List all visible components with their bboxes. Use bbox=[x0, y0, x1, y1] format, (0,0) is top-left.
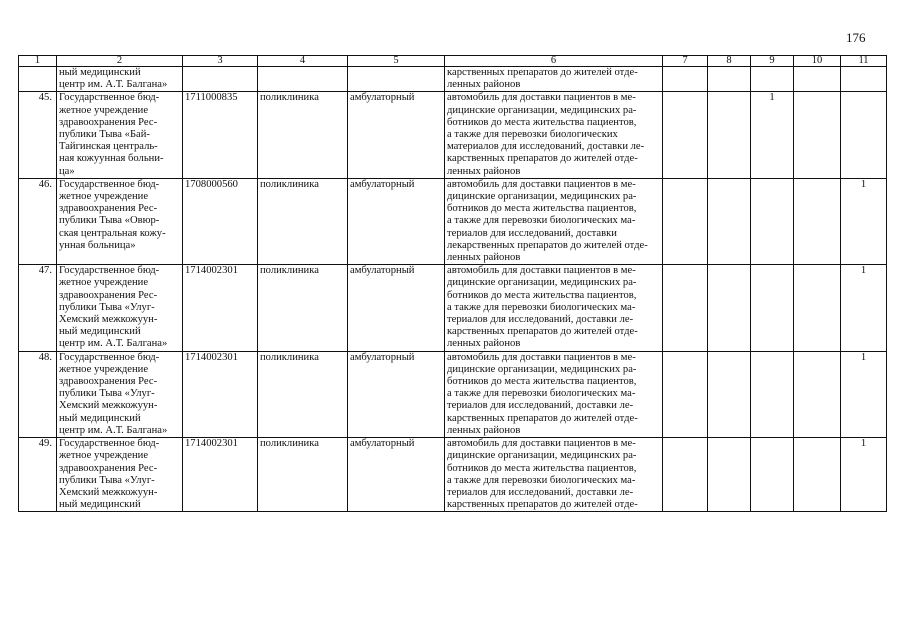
inn-code: 1714002301 bbox=[183, 351, 258, 437]
table-row bbox=[19, 265, 887, 351]
count-col-8 bbox=[708, 67, 751, 92]
count-col-7 bbox=[663, 351, 708, 437]
count-col-9: 1 bbox=[751, 92, 794, 178]
column-header: 4 bbox=[258, 56, 348, 67]
column-header: 5 bbox=[348, 56, 445, 67]
count-col-8 bbox=[708, 438, 751, 512]
column-header: 9 bbox=[751, 56, 794, 67]
vehicle-purpose: автомобиль для доставки пациентов в ме- дицинские организации, медицинских ра- ботников до места жительства пациентов, а также для перевозки биологических ма- териалов для исследований, доставки ле- карственных препаратов до жителей отде- ленных районов bbox=[445, 265, 663, 351]
count-col-10 bbox=[794, 351, 841, 437]
care-mode: амбулаторный bbox=[348, 351, 445, 437]
table-row bbox=[19, 67, 887, 92]
count-col-10 bbox=[794, 438, 841, 512]
institution-name: Государственное бюд- жетное учреждение здравоохранения Рес- публики Тыва «Бай- Тайгинская централь- ная кожуунная больни- ца» bbox=[57, 92, 183, 178]
unit-type: поликлиника bbox=[258, 92, 348, 178]
column-header: 11 bbox=[841, 56, 887, 67]
table-row bbox=[19, 178, 887, 264]
count-col-11 bbox=[841, 67, 887, 92]
row-number: 49. bbox=[19, 438, 57, 512]
inn-code bbox=[183, 67, 258, 92]
count-col-7 bbox=[663, 178, 708, 264]
header-row bbox=[19, 56, 887, 67]
count-col-11: 1 bbox=[841, 351, 887, 437]
row-number: 48. bbox=[19, 351, 57, 437]
institution-name: Государственное бюд- жетное учреждение здравоохранения Рес- публики Тыва «Улуг- Хемский межкожуун- ный медицинский центр им. А.Т. Балгана» bbox=[57, 351, 183, 437]
care-mode: амбулаторный bbox=[348, 178, 445, 264]
row-number bbox=[19, 67, 57, 92]
unit-type: поликлиника bbox=[258, 351, 348, 437]
vehicle-purpose: карственных препаратов до жителей отде- ленных районов bbox=[445, 67, 663, 92]
count-col-8 bbox=[708, 178, 751, 264]
unit-type: поликлиника bbox=[258, 438, 348, 512]
count-col-11: 1 bbox=[841, 178, 887, 264]
count-col-11: 1 bbox=[841, 438, 887, 512]
count-col-9 bbox=[751, 438, 794, 512]
count-col-7 bbox=[663, 265, 708, 351]
count-col-8 bbox=[708, 92, 751, 178]
count-col-10 bbox=[794, 67, 841, 92]
count-col-11 bbox=[841, 92, 887, 178]
count-col-7 bbox=[663, 92, 708, 178]
institution-name: ный медицинский центр им. А.Т. Балгана» bbox=[57, 67, 183, 92]
inn-code: 1714002301 bbox=[183, 265, 258, 351]
inn-code: 1711000835 bbox=[183, 92, 258, 178]
column-header: 8 bbox=[708, 56, 751, 67]
institution-name: Государственное бюд- жетное учреждение здравоохранения Рес- публики Тыва «Улуг- Хемский межкожуун- ный медицинский центр им. А.Т. Балгана» bbox=[57, 265, 183, 351]
table-row bbox=[19, 438, 887, 512]
column-header: 10 bbox=[794, 56, 841, 67]
count-col-7 bbox=[663, 438, 708, 512]
count-col-8 bbox=[708, 351, 751, 437]
vehicle-purpose: автомобиль для доставки пациентов в ме- дицинские организации, медицинских ра- ботников до места жительства пациентов, а также для перевозки биологических ма- териалов для исследований, доставки лекарственных препаратов до жителей отде- ленных районов bbox=[445, 178, 663, 264]
count-col-8 bbox=[708, 265, 751, 351]
vehicle-purpose: автомобиль для доставки пациентов в ме- дицинские организации, медицинских ра- ботников до места жительства пациентов, а также для перевозки биологических материалов для исследований, доставки ле- карственных препаратов до жителей отде- ленных районов bbox=[445, 92, 663, 178]
care-mode: амбулаторный bbox=[348, 438, 445, 512]
column-header: 7 bbox=[663, 56, 708, 67]
column-header: 3 bbox=[183, 56, 258, 67]
care-mode bbox=[348, 67, 445, 92]
count-col-10 bbox=[794, 265, 841, 351]
vehicle-purpose: автомобиль для доставки пациентов в ме- дицинские организации, медицинских ра- ботников до места жительства пациентов, а также для перевозки биологических ма- териалов для исследований, доставки ле- карственных препаратов до жителей отде- ленных районов bbox=[445, 351, 663, 437]
unit-type: поликлиника bbox=[258, 178, 348, 264]
care-mode: амбулаторный bbox=[348, 92, 445, 178]
row-number: 46. bbox=[19, 178, 57, 264]
unit-type bbox=[258, 67, 348, 92]
count-col-11: 1 bbox=[841, 265, 887, 351]
column-header: 2 bbox=[57, 56, 183, 67]
unit-type: поликлиника bbox=[258, 265, 348, 351]
column-header: 6 bbox=[445, 56, 663, 67]
table-row bbox=[19, 92, 887, 178]
count-col-10 bbox=[794, 92, 841, 178]
table-row bbox=[19, 351, 887, 437]
count-col-9 bbox=[751, 178, 794, 264]
inn-code: 1714002301 bbox=[183, 438, 258, 512]
count-col-9 bbox=[751, 67, 794, 92]
inn-code: 1708000560 bbox=[183, 178, 258, 264]
column-header: 1 bbox=[19, 56, 57, 67]
row-number: 45. bbox=[19, 92, 57, 178]
row-number: 47. bbox=[19, 265, 57, 351]
count-col-9 bbox=[751, 351, 794, 437]
page-number: 176 bbox=[846, 30, 866, 45]
care-mode: амбулаторный bbox=[348, 265, 445, 351]
institution-name: Государственное бюд- жетное учреждение здравоохранения Рес- публики Тыва «Улуг- Хемский межкожуун- ный медицинский bbox=[57, 438, 183, 512]
count-col-10 bbox=[794, 178, 841, 264]
count-col-9 bbox=[751, 265, 794, 351]
registry-table bbox=[18, 55, 887, 512]
count-col-7 bbox=[663, 67, 708, 92]
institution-name: Государственное бюд- жетное учреждение здравоохранения Рес- публики Тыва «Овюр- ская центральная кожу- унная больница» bbox=[57, 178, 183, 264]
vehicle-purpose: автомобиль для доставки пациентов в ме- дицинские организации, медицинских ра- ботников до места жительства пациентов, а также для перевозки биологических ма- териалов для исследований, доставки ле- карственных препаратов до жителей отде- bbox=[445, 438, 663, 512]
